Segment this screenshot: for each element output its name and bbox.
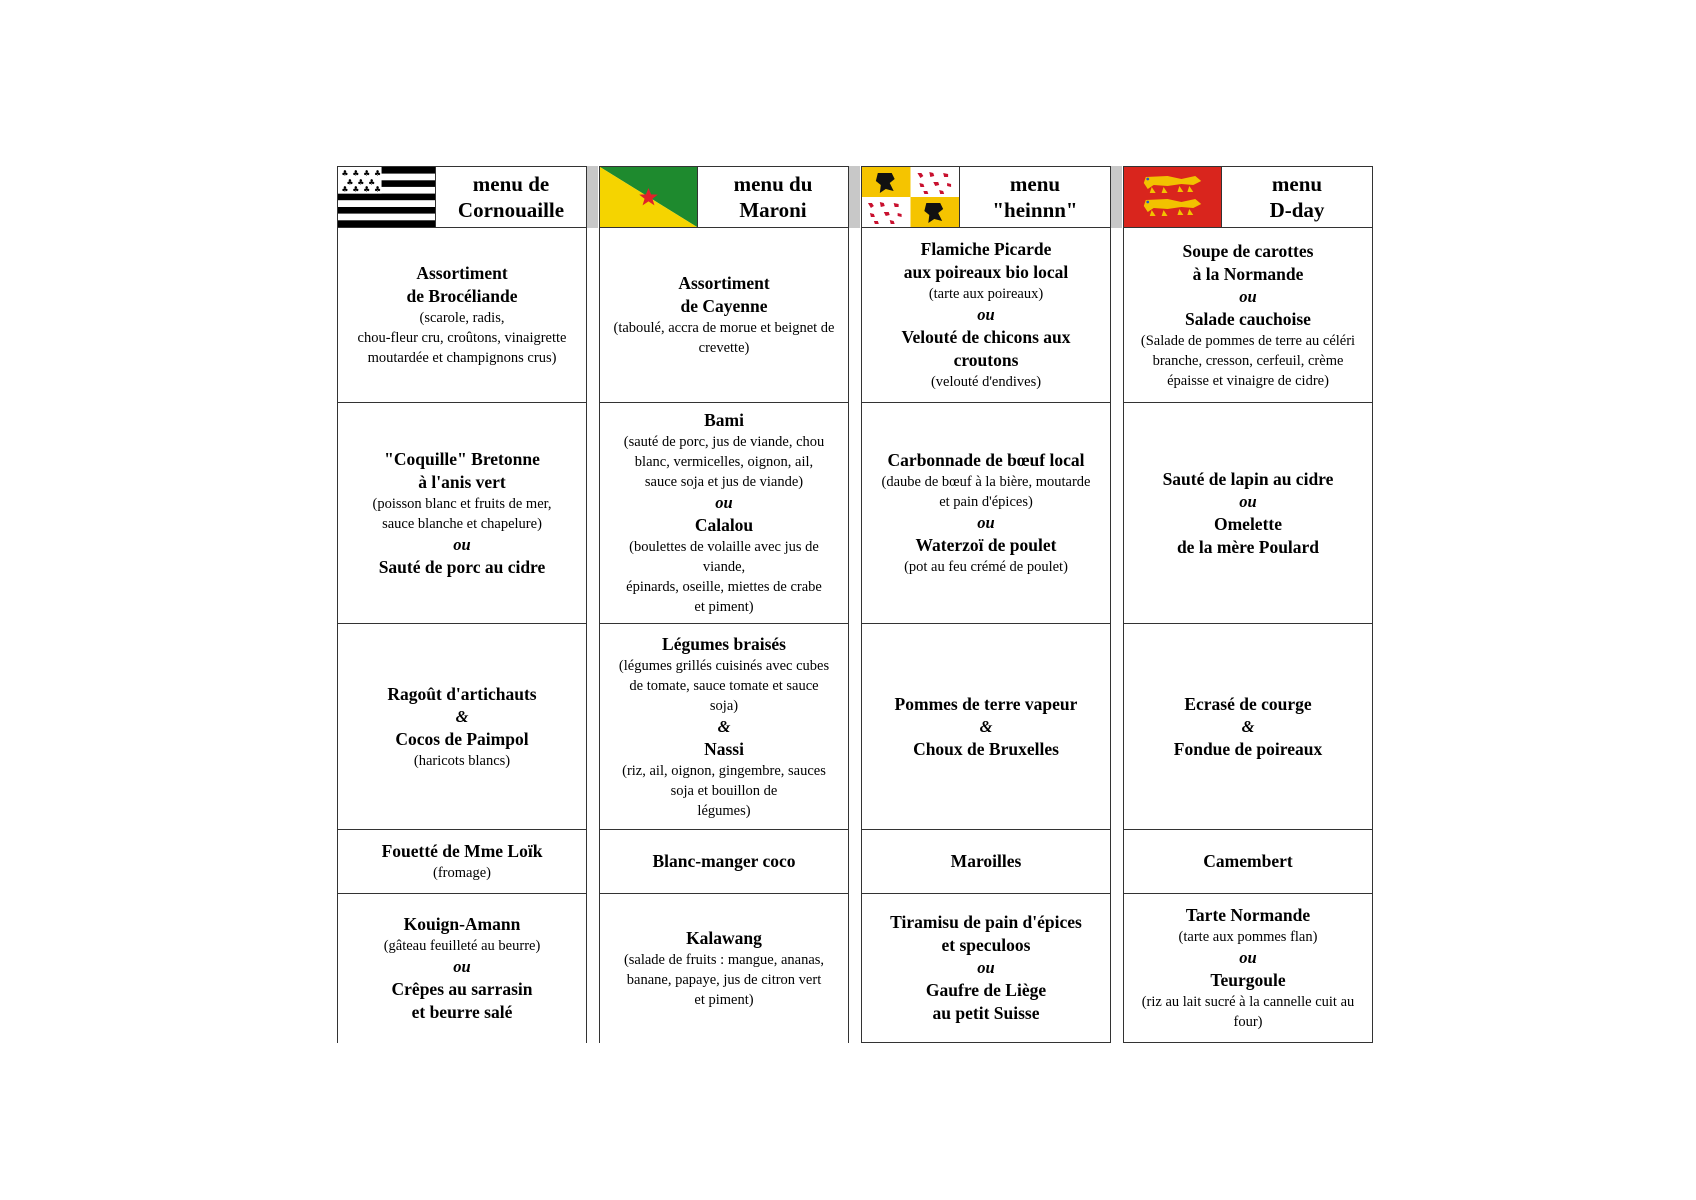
course-starter <box>1123 228 1373 403</box>
course-main <box>337 403 587 624</box>
choice-separator: ou <box>1239 948 1257 967</box>
course-cheese <box>337 830 587 894</box>
dish-description: (velouté d'endives) <box>930 374 1042 390</box>
course-side <box>337 624 587 830</box>
dish-name: Assortiment <box>678 273 770 293</box>
dish-description: (gâteau feuilleté au beurre) <box>383 938 541 954</box>
dish-description: (scarole, radis, <box>419 310 505 326</box>
dish-description: (haricots blancs) <box>413 752 511 769</box>
dish-name: Flamiche Picarde <box>920 239 1052 259</box>
dish-description: chou-fleur cru, croûtons, vinaigrette <box>357 330 567 346</box>
svg-text:♣: ♣ <box>341 184 349 195</box>
dish-name: Sauté de lapin au cidre <box>1162 468 1334 489</box>
course-dessert <box>337 894 587 1043</box>
dish-name: Cocos de Paimpol <box>395 728 529 749</box>
dish-description: (daube de bœuf à la bière, moutarde <box>881 474 1091 490</box>
dish-description: (tarte aux pommes flan) <box>1178 929 1318 945</box>
course-starter <box>337 228 587 403</box>
course-side <box>1123 624 1373 830</box>
choice-separator: & <box>1241 716 1255 736</box>
svg-text:♣: ♣ <box>346 177 354 188</box>
dish-description: crevette) <box>698 340 750 356</box>
dish-name: Bami <box>704 410 744 430</box>
french-guiana-flag-icon <box>600 167 698 227</box>
choice-separator: ou <box>715 493 733 512</box>
menu-title <box>1222 167 1372 227</box>
dish-description: (taboulé, accra de morue et beignet de <box>613 320 835 336</box>
dish-name: Kouign-Amann <box>403 914 521 934</box>
dish-name: Tiramisu de pain d'épices <box>890 912 1082 932</box>
menu-title-line1: menu <box>1009 172 1061 196</box>
menu-header <box>1123 166 1373 228</box>
dish-description: soja) <box>709 697 739 714</box>
choice-separator: ou <box>977 958 995 977</box>
dish-name: et beurre salé <box>411 1002 513 1022</box>
dish-name: Teurgoule <box>1210 970 1286 990</box>
dish-name: Omelette <box>1213 513 1282 534</box>
dish-description: (boulettes de volaille avec jus de <box>629 539 819 555</box>
dish-name: de Brocéliande <box>406 286 518 306</box>
dish-name: de la mère Poulard <box>1176 536 1320 557</box>
hauts-de-france-flag-icon <box>862 167 960 227</box>
dish-name: Choux de Bruxelles <box>913 738 1059 759</box>
choice-separator: ou <box>1239 286 1257 306</box>
dish-name: Légumes braisés <box>662 633 786 654</box>
dish-description: viande, <box>702 559 746 575</box>
dish-description: épinards, oseille, miettes de crabe <box>626 579 822 595</box>
menu-title-line2: "heinnn" <box>992 198 1078 222</box>
dish-description: four) <box>1233 1014 1263 1030</box>
choice-separator: & <box>717 716 731 736</box>
dish-description: moutardée et champignons crus) <box>367 350 557 366</box>
column-gap-shade <box>586 166 598 228</box>
dish-name: Kalawang <box>686 928 762 948</box>
menu-title <box>698 167 848 227</box>
dish-name: Gaufre de Liège <box>925 980 1047 1000</box>
dish-description: (tarte aux poireaux) <box>928 286 1044 302</box>
course-cheese <box>861 830 1111 894</box>
course-main <box>861 403 1111 624</box>
dish-name: Tarte Normande <box>1185 905 1311 925</box>
course-side <box>861 624 1111 830</box>
dish-name: croutons <box>953 350 1019 370</box>
dish-name: Calalou <box>694 515 754 535</box>
dish-description: et pain d'épices) <box>939 494 1033 510</box>
dish-description: épaisse et vinaigre de cidre) <box>1167 372 1329 389</box>
dish-description: et piment) <box>694 992 754 1008</box>
dish-name: Pommes de terre vapeur <box>894 693 1078 714</box>
course-dessert <box>599 894 849 1043</box>
course-starter <box>861 228 1111 403</box>
dish-description: de tomate, sauce tomate et sauce <box>629 677 819 694</box>
dish-name: "Coquille" Bretonne <box>384 448 540 469</box>
dish-name: Fouetté de Mme Loïk <box>381 841 543 861</box>
dish-name: Fondue de poireaux <box>1173 738 1323 759</box>
dish-description: (salade de fruits : mangue, ananas, <box>623 952 825 968</box>
choice-separator: ou <box>453 957 471 976</box>
dish-description: (sauté de porc, jus de viande, chou <box>623 434 825 450</box>
dish-name: Ecrasé de courge <box>1184 693 1312 714</box>
svg-text:♣: ♣ <box>352 184 360 195</box>
course-main <box>599 403 849 624</box>
dish-name: Carbonnade de bœuf local <box>887 450 1085 470</box>
svg-text:♣: ♣ <box>374 184 382 195</box>
dish-name: à l'anis vert <box>418 471 506 492</box>
course-side <box>599 624 849 830</box>
dish-description: (Salade de pommes de terre au céléri <box>1140 332 1356 349</box>
dish-name: Assortiment <box>416 263 508 283</box>
choice-separator: ou <box>977 513 995 532</box>
choice-separator: ou <box>1239 491 1257 511</box>
dish-description: soja et bouillon de <box>670 782 778 799</box>
dish-name: Salade cauchoise <box>1185 308 1311 329</box>
svg-text:♣: ♣ <box>341 168 349 179</box>
dish-description: (pot au feu crémé de poulet) <box>904 559 1068 575</box>
brittany-flag-icon <box>338 167 436 227</box>
dish-description: (riz, ail, oignon, gingembre, sauces <box>622 762 826 779</box>
menu-title-line2: Cornouaille <box>457 198 565 222</box>
dish-name: Velouté de chicons aux <box>901 327 1071 347</box>
dish-name: Blanc-manger coco <box>652 851 796 871</box>
dish-description: blanc, vermicelles, oignon, ail, <box>634 454 814 470</box>
dish-name: Ragoût d'artichauts <box>387 683 537 704</box>
course-dessert <box>861 894 1111 1043</box>
dish-description: légumes) <box>697 802 751 819</box>
dish-description: (légumes grillés cuisinés avec cubes <box>618 657 830 674</box>
svg-text:♣: ♣ <box>357 177 365 188</box>
svg-text:♣: ♣ <box>352 168 360 179</box>
dish-name: Nassi <box>704 738 744 759</box>
course-starter <box>599 228 849 403</box>
svg-text:♣: ♣ <box>363 184 371 195</box>
dish-name: et speculoos <box>941 935 1031 955</box>
dish-description: branche, cresson, cerfeuil, crème <box>1152 352 1344 369</box>
dish-name: Maroilles <box>950 851 1022 871</box>
menu-title-line2: Maroni <box>739 198 807 222</box>
menu-header <box>599 166 849 228</box>
menu-header <box>337 166 587 228</box>
dish-description: sauce blanche et chapelure) <box>382 515 542 532</box>
menu-header <box>861 166 1111 228</box>
svg-text:♣: ♣ <box>363 168 371 179</box>
dish-description: sauce soja et jus de viande) <box>644 474 804 490</box>
dish-description: (fromage) <box>433 865 491 881</box>
course-cheese <box>1123 830 1373 894</box>
dish-description: (riz au lait sucré à la cannelle cuit au <box>1141 994 1355 1010</box>
dish-name: Sauté de porc au cidre <box>378 556 546 577</box>
svg-text:♣: ♣ <box>368 177 376 188</box>
choice-separator: & <box>455 706 469 726</box>
dish-name: à la Normande <box>1192 263 1304 284</box>
dish-name: aux poireaux bio local <box>903 262 1069 282</box>
course-dessert <box>1123 894 1373 1043</box>
dish-name: au petit Suisse <box>932 1003 1040 1023</box>
choice-separator: ou <box>977 305 995 324</box>
dish-description: banane, papaye, jus de citron vert <box>626 972 822 988</box>
menu-title-line2: D-day <box>1269 198 1325 222</box>
svg-text:♣: ♣ <box>374 168 382 179</box>
dish-description: et piment) <box>694 599 754 615</box>
column-gap-shade <box>848 166 860 228</box>
dish-name: Crêpes au sarrasin <box>391 979 533 999</box>
menu-title-line1: menu du <box>733 172 813 196</box>
course-cheese <box>599 830 849 894</box>
dish-name: Waterzoï de poulet <box>915 535 1057 555</box>
choice-separator: & <box>979 716 993 736</box>
dish-description: (poisson blanc et fruits de mer, <box>372 495 552 512</box>
course-main <box>1123 403 1373 624</box>
normandy-flag-icon <box>1124 167 1222 227</box>
dish-name: de Cayenne <box>680 296 768 316</box>
dish-name: Soupe de carottes <box>1182 240 1314 261</box>
menu-title <box>436 167 586 227</box>
menu-title <box>960 167 1110 227</box>
column-gap-shade <box>1110 166 1122 228</box>
choice-separator: ou <box>453 534 471 554</box>
dish-name: Camembert <box>1203 851 1293 871</box>
menu-title-line1: menu <box>1271 172 1323 196</box>
menu-title-line1: menu de <box>472 172 550 196</box>
